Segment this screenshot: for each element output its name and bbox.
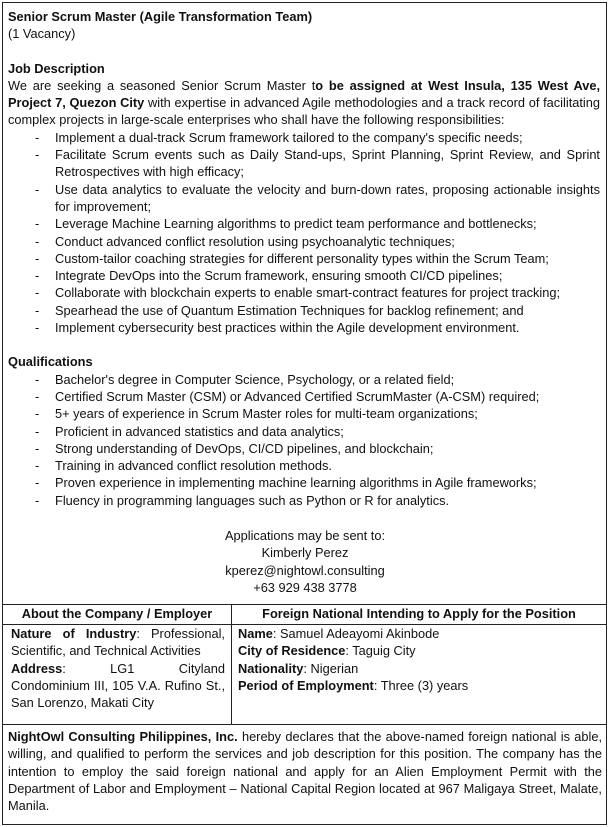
qualifications-list [8,371,600,509]
company-declaration [8,728,602,814]
foreign-national-column-header: Foreign National Intending to Apply for the Position [262,606,576,621]
dash-bullet: - [35,268,40,284]
dash-bullet: - [35,440,40,456]
intro-text-start: We are seeking a seasoned Senior Scrum Master t [8,77,316,93]
period-label: Period of Employment [238,677,374,693]
dash-bullet: - [35,147,40,163]
job-posting-body [3,3,606,604]
qualification-text: 5+ years of experience in Scrum Master roles for multi-team organizations; [55,406,478,422]
city-of-residence [238,642,600,659]
responsibility-text: Conduct advanced conflict resolution using psychoanalytic techniques; [55,233,455,249]
applicant-name [238,625,600,642]
name-label: Name [238,626,273,641]
job-posting-document [2,2,607,825]
foreign-national-details [234,625,604,694]
responsibility-text: Implement a dual-track Scrum framework tailored to the company's specific needs; [55,129,523,145]
job-title: Senior Scrum Master (Agile Transformation Team) [8,9,313,24]
dash-bullet: - [35,492,40,508]
list-item [8,302,600,319]
list-item [8,250,600,267]
name-value: : Samuel Adeayomi Akinbode [272,626,440,641]
nationality [238,660,600,677]
list-item [8,146,600,181]
list-item [8,440,600,457]
table-bottom-divider [3,724,606,725]
contact-name: Kimberly Perez [261,545,349,561]
list-item [8,371,600,388]
contact-phone: +63 929 438 3778 [253,579,357,595]
contact-email: kperez@nightowl.consulting [225,562,385,578]
responsibility-text: Integrate DevOps into the Scrum framework, ensuring smooth CI/CD pipelines; [55,268,503,284]
employer-address [11,660,225,712]
employer-details [7,625,229,711]
qualification-text: Bachelor's degree in Computer Science, Psychology, or a related field; [55,371,455,387]
responsibility-text: Facilitate Scrum events such as Daily Stand-ups, Sprint Planning, Sprint Review, and Sprint Retrospectives with high efficacy; [55,147,600,180]
responsibility-text: Custom-tailor coaching strategies for different personality types within the Scrum Team; [55,250,549,266]
responsibility-text: Spearhead the use of Quantum Estimation Techniques for backlog refinement; and [55,302,524,318]
dash-bullet: - [35,388,40,404]
dash-bullet: - [35,475,40,491]
list-item [8,457,600,474]
list-item [8,474,600,491]
list-item [8,129,600,146]
dash-bullet: - [35,458,40,474]
list-item [8,423,600,440]
list-item [8,267,600,284]
dash-bullet: - [35,302,40,318]
contact-intro: Applications may be sent to: [224,528,386,544]
qualification-text: Training in advanced conflict resolution methods. [55,458,332,474]
industry-label: Nature of Industry [11,626,137,641]
dash-bullet: - [35,216,40,232]
qualification-text: Proficient in advanced statistics and data analytics; [55,423,344,439]
dash-bullet: - [35,181,40,197]
list-item [8,284,600,301]
dash-bullet: - [35,250,40,266]
list-item [8,215,600,232]
job-description-intro [8,77,600,129]
period-of-employment [238,677,600,694]
dash-bullet: - [35,371,40,387]
employer-column-header: About the Company / Employer [21,606,213,621]
qualification-text: Proven experience in implementing machine learning algorithms in Agile frameworks; [55,475,537,491]
address-value: : LG1 Cityland Condominium III, 105 V.A. Rufino St., San Lorenzo, Makati City [11,660,225,711]
dash-bullet: - [35,285,40,301]
city-label: City of Residence [238,643,346,659]
declaration-text: hereby declares that the above-named foreign national is able, willing, and qualified to perform the services and job description for this position. The company has the intention to employ the said foreign national and apply for an Alien Employment Permit with the Department of Labor and Employment – National Capital Region located at 967 Maligaya Street, Malate, Manila. [8,729,602,814]
dash-bullet: - [35,320,40,336]
address-label: Address [11,660,63,676]
nature-of-industry [11,625,225,660]
company-name: NightOwl Consulting Philippines, Inc. [8,729,238,744]
nationality-label: Nationality [238,660,304,676]
list-item [8,181,600,216]
list-item [8,319,600,336]
dash-bullet: - [35,406,40,422]
qualification-text: Fluency in programming languages such as Python or R for analytics. [55,492,450,508]
dash-bullet: - [35,129,40,145]
dash-bullet: - [35,233,40,249]
nationality-value: : Nigerian [303,660,359,676]
dash-bullet: - [35,423,40,439]
qualification-text: Certified Scrum Master (CSM) or Advanced Certified ScrumMaster (A-CSM) required; [55,388,540,404]
responsibility-text: Implement cybersecurity best practices within the Agile development environment. [55,320,520,336]
city-value: : Taguig City [345,643,416,659]
list-item [8,492,600,509]
period-value: : Three (3) years [373,677,469,693]
vacancy-count: (1 Vacancy) [8,26,76,42]
job-description-heading: Job Description [8,60,105,76]
responsibilities-list [8,129,600,337]
qualification-text: Strong understanding of DevOps, CI/CD pipelines, and blockchain; [55,440,434,456]
application-contact [8,527,600,596]
responsibility-text: Use data analytics to evaluate the velocity and burn-down rates, proposing actionable insights for improvement; [55,181,600,214]
responsibility-text: Collaborate with blockchain experts to enable smart-contract features for project tracking; [55,285,561,301]
list-item [8,388,600,405]
qualifications-heading: Qualifications [8,354,93,370]
list-item [8,405,600,422]
intro-text-end: with expertise in advanced Agile methodologies and a track record of facilitating complex projects in large-scale enterprises who shall have the following responsibilities: [8,95,600,128]
responsibility-text: Leverage Machine Learning algorithms to predict team performance and bottlenecks; [55,216,537,232]
industry-value: : Professional, Scientific, and Technical Activities [11,626,225,659]
assignment-location: o be assigned at West Insula, 135 West Ave, Project 7, Quezon City [8,77,600,111]
list-item [8,233,600,250]
